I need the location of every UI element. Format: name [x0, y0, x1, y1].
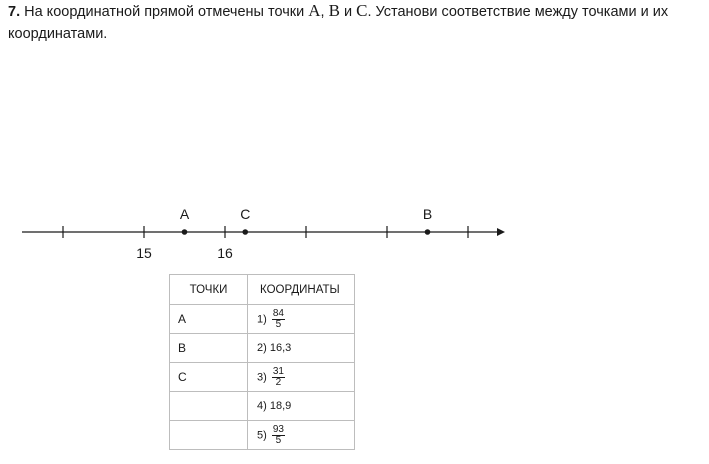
tick-label: 15: [136, 245, 152, 261]
task-text-part1: На координатной прямой отмечены точки: [20, 4, 309, 20]
fraction-numerator: 93: [272, 423, 284, 435]
table-header-row: [170, 275, 355, 305]
task-sep2: и: [339, 4, 357, 20]
task-text-part2: . Установи соответствие между точками и их координатами.: [8, 4, 669, 42]
option-index: 3): [257, 370, 267, 383]
coordinate-cell: [248, 421, 355, 450]
point-cell: [170, 421, 248, 450]
point-c-dot: [242, 229, 248, 235]
fraction: [272, 309, 285, 330]
fraction-numerator: 84: [272, 307, 284, 319]
option-index: 4): [257, 400, 267, 412]
header-points: ТОЧКИ: [170, 275, 248, 305]
table-row: [170, 392, 355, 421]
decimal-value: 18,9: [266, 400, 292, 412]
task-point-a: A: [308, 1, 321, 20]
table-row: [170, 334, 355, 363]
point-cell: C: [170, 363, 248, 392]
point-cell: A: [170, 305, 248, 334]
task-point-c: C: [356, 1, 368, 20]
fraction-denominator: 5: [275, 434, 282, 446]
task-statement: [8, 0, 703, 45]
fraction-numerator: 31: [272, 365, 284, 377]
number-line: [0, 195, 709, 270]
header-coordinates: КООРДИНАТЫ: [248, 275, 355, 305]
tick-label: 16: [217, 245, 233, 261]
number-line-arrow: [497, 228, 505, 236]
point-b-label: B: [422, 206, 433, 222]
table-row: [170, 363, 355, 392]
fraction-denominator: 2: [275, 376, 282, 388]
option-index: 5): [257, 428, 267, 441]
point-c-label: C: [240, 206, 251, 222]
option-index: 1): [257, 312, 267, 325]
point-a-label: A: [179, 206, 190, 222]
point-b-dot: [425, 229, 431, 235]
fraction-denominator: 5: [275, 318, 282, 330]
table-row: [170, 305, 355, 334]
option-index: 2): [257, 342, 267, 354]
fraction: [272, 425, 285, 446]
table-row: [170, 421, 355, 450]
point-cell: B: [170, 334, 248, 363]
coordinate-cell: [248, 363, 355, 392]
task-point-b: B: [328, 1, 340, 20]
task-sep1: ,: [320, 4, 329, 20]
coordinate-cell: [248, 305, 355, 334]
coordinate-cell: [248, 334, 355, 363]
decimal-value: 16,3: [266, 342, 292, 354]
fraction: [272, 367, 285, 388]
point-cell: [170, 392, 248, 421]
task-number: 7.: [8, 4, 21, 20]
point-a-dot: [182, 229, 188, 235]
matching-table: [169, 274, 355, 450]
coordinate-cell: [248, 392, 355, 421]
